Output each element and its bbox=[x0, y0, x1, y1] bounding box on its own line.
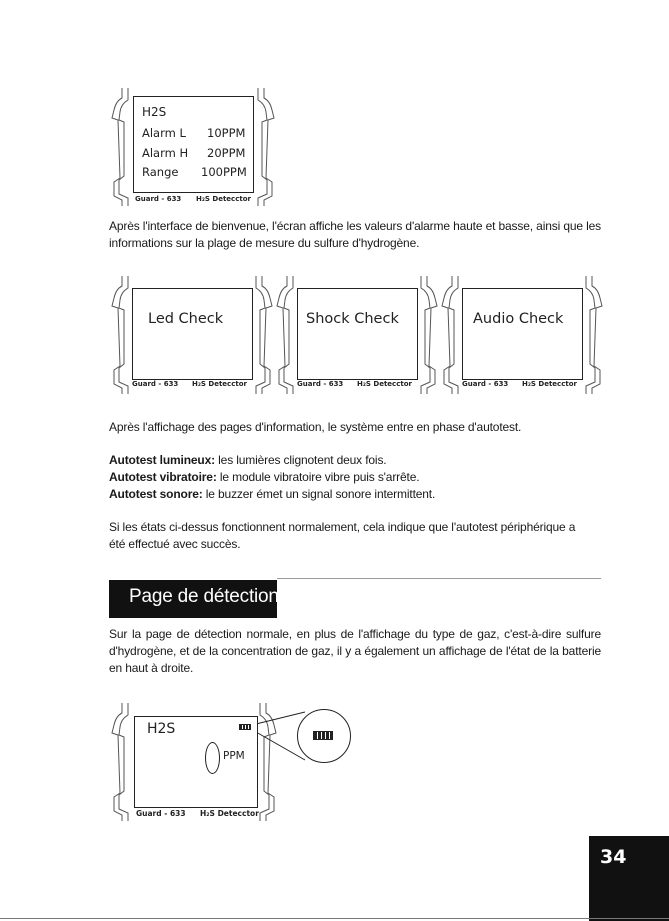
device-screen bbox=[297, 288, 418, 380]
gas-type-label: H2S bbox=[142, 105, 167, 119]
device-brand: Guard - 633 bbox=[462, 380, 509, 388]
alarm-low-value: 10PPM bbox=[207, 126, 246, 140]
selftest-list bbox=[109, 452, 601, 503]
paragraph-detection: Sur la page de détection normale, en plus de l'affichage du type de gaz, c'est-à-dire sulfure d'hydrogène, et de la concentration de gaz, il y a également un affichage de l'état de la batterie en haut à droite. bbox=[109, 627, 601, 675]
device-audio-check bbox=[440, 276, 608, 394]
selftest-text: le buzzer émet un signal sonore intermittent. bbox=[202, 487, 436, 501]
selftest-label: Autotest vibratoire: bbox=[109, 470, 217, 484]
range-label: Range bbox=[142, 165, 179, 179]
audio-check-label: Audio Check bbox=[473, 311, 564, 327]
paragraph-welcome: Après l'interface de bienvenue, l'écran affiche les valeurs d'alarme haute et basse, ainsi que les informations sur la plage de mesure du sulfure d'hydrogène. bbox=[109, 219, 601, 250]
selftest-item-vibration bbox=[109, 469, 601, 486]
device-brand: Guard - 633 bbox=[135, 195, 182, 203]
selftest-item-light bbox=[109, 452, 601, 469]
device-model: H₂S Detecctor bbox=[522, 380, 577, 388]
device-brand: Guard - 633 bbox=[297, 380, 344, 388]
device-model: H₂S Detecctor bbox=[200, 809, 259, 818]
section-title: Page de détection bbox=[129, 586, 279, 607]
selftest-label: Autotest sonore: bbox=[109, 487, 203, 501]
gas-type-label: H2S bbox=[147, 721, 176, 737]
device-led-check bbox=[110, 276, 278, 394]
device-model: H₂S Detecctor bbox=[196, 195, 251, 203]
alarm-high-label: Alarm H bbox=[142, 146, 189, 160]
page-bottom-rule bbox=[0, 918, 669, 919]
unit-label: PPM bbox=[223, 750, 245, 762]
alarm-high-value: 20PPM bbox=[207, 146, 246, 160]
device-brand: Guard - 633 bbox=[132, 380, 179, 388]
device-detection bbox=[110, 703, 360, 827]
device-shock-check bbox=[275, 276, 443, 394]
gas-concentration-reading bbox=[205, 742, 220, 774]
alarm-low-label: Alarm L bbox=[142, 126, 186, 140]
device-screen bbox=[462, 288, 583, 380]
selftest-text: le module vibratoire vibre puis s'arrête. bbox=[216, 470, 420, 484]
paragraph-selftest-intro: Après l'affichage des pages d'information, le système entre en phase d'autotest. bbox=[109, 420, 522, 434]
battery-icon bbox=[239, 724, 251, 730]
led-check-label: Led Check bbox=[148, 311, 224, 327]
selftest-item-sound bbox=[109, 486, 601, 503]
device-model: H₂S Detecctor bbox=[357, 380, 412, 388]
range-value: 100PPM bbox=[201, 165, 247, 179]
device-brand: Guard - 633 bbox=[136, 809, 186, 818]
shock-check-label: Shock Check bbox=[306, 311, 399, 327]
selftest-label: Autotest lumineux: bbox=[109, 453, 215, 467]
device-model: H₂S Detecctor bbox=[192, 380, 247, 388]
battery-zoom-icon bbox=[313, 731, 333, 740]
paragraph-selftest-success: Si les états ci-dessus fonctionnent normalement, cela indique que l'autotest périphérique a été effectué avec succès. bbox=[109, 520, 576, 551]
section-rule bbox=[277, 578, 601, 579]
selftest-text: les lumières clignotent deux fois. bbox=[214, 453, 387, 467]
device-alarm-info bbox=[110, 86, 280, 208]
page-number: 34 bbox=[600, 846, 627, 868]
device-screen bbox=[132, 288, 253, 380]
